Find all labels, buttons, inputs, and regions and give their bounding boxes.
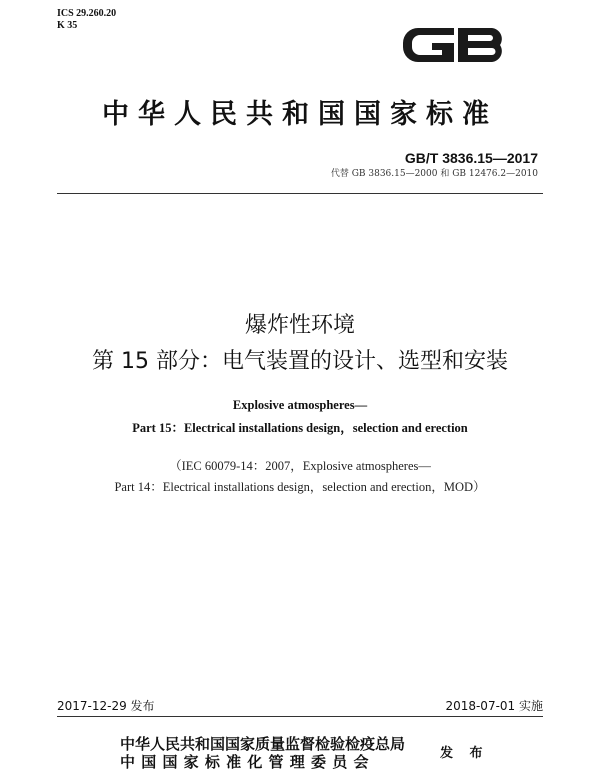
- ics-code: ICS 29.260.20: [57, 8, 117, 19]
- classification-codes: [57, 8, 116, 32]
- iec-reference-line1: （IEC 60079-14：2007，Explosive atmospheres—: [169, 459, 431, 473]
- title-en-line1: Explosive atmospheres—: [232, 398, 368, 412]
- standard-title: 中华人民共和国国家标准: [102, 99, 498, 130]
- supersedes-note: 代替 GB 3836.15—2000 和 GB 12476.2—2010: [330, 169, 538, 179]
- issuer-line1: 中华人民共和国国家质量监督检验检疫总局: [120, 735, 406, 753]
- gb-logo: [398, 16, 512, 74]
- issuer-line2: 中 国 国 家 标 准 化 管 理 委 员 会: [120, 753, 369, 771]
- iec-reference-line2: Part 14：Electrical installations design，selection and erection，MOD）: [114, 480, 486, 494]
- title-en-line2: Part 15：Electrical installations design，selection and erection: [132, 421, 468, 435]
- ccs-code: K 35: [57, 20, 78, 31]
- title-cn-line1: 爆炸性环境: [244, 313, 355, 338]
- bottom-divider: [57, 716, 543, 717]
- effective-date: 2018-07-01 实施: [445, 699, 543, 713]
- standard-number: GB/T 3836.15—2017: [404, 150, 538, 166]
- publish-label: 发 布: [440, 746, 489, 761]
- title-cn-line2: 第 15 部分：电气装置的设计、选型和安装: [92, 349, 508, 374]
- top-divider: [57, 193, 543, 194]
- issue-date: 2017-12-29 发布: [57, 699, 155, 713]
